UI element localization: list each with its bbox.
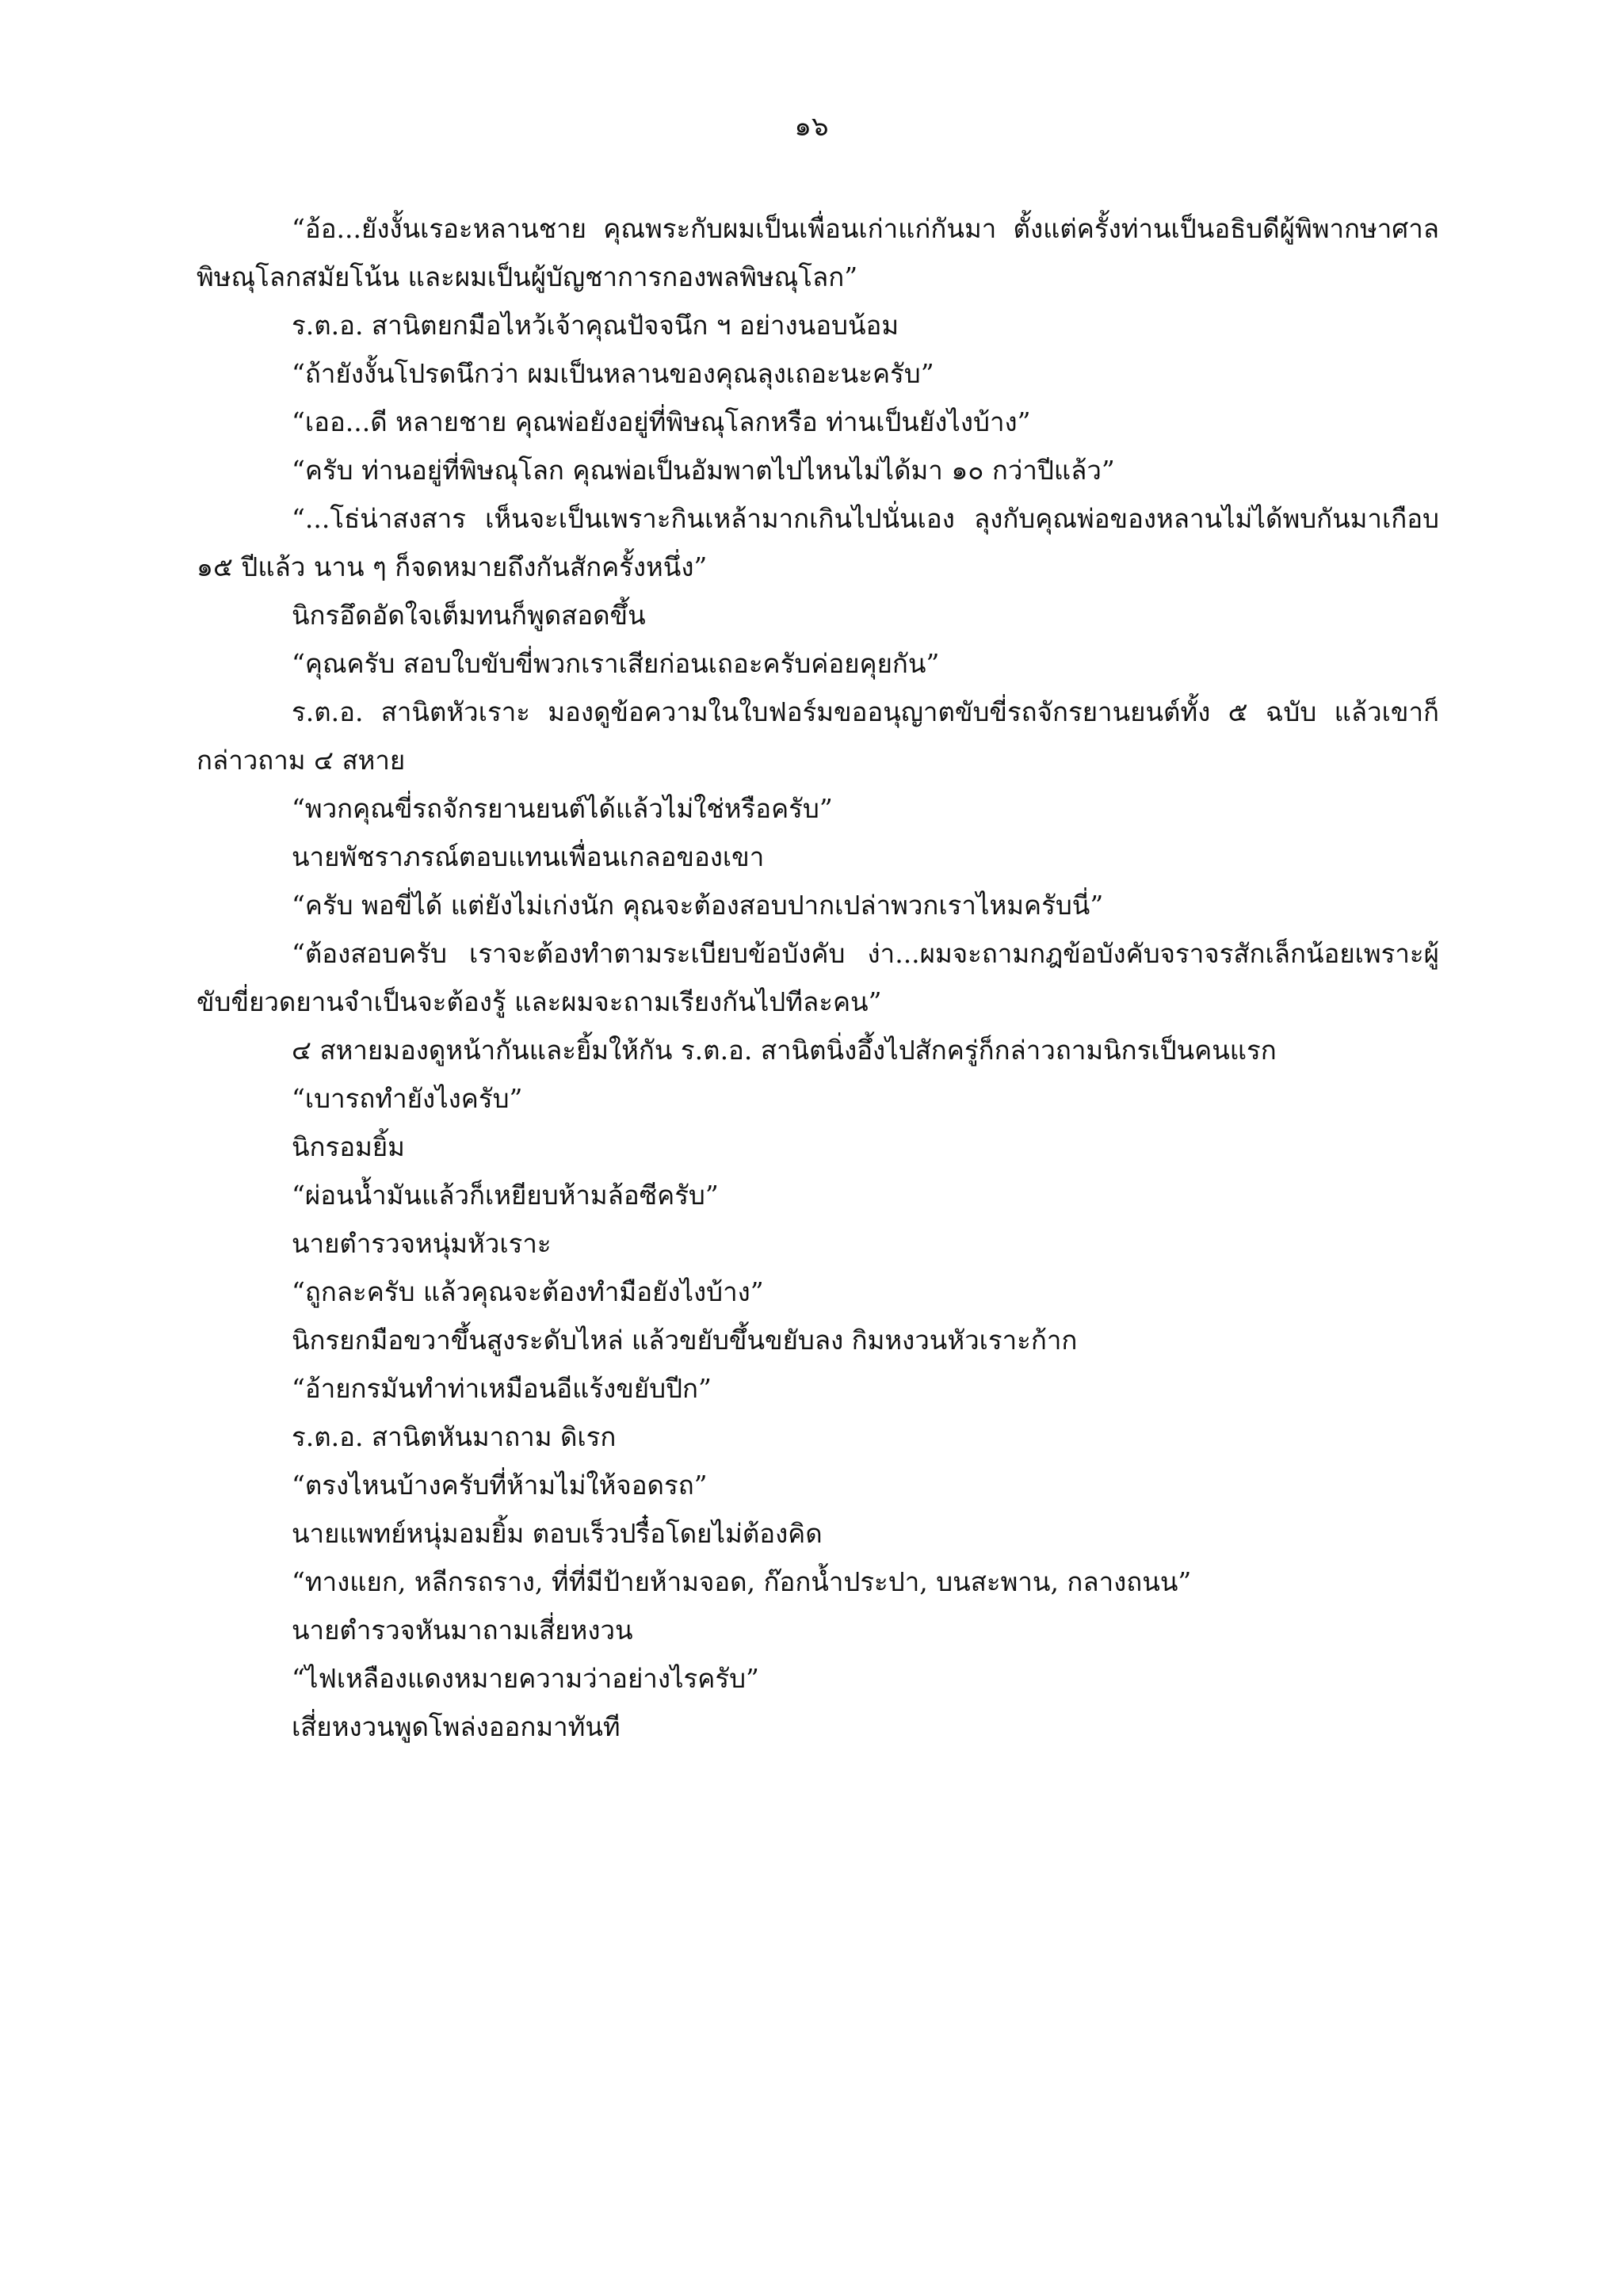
paragraph: “ไฟเหลืองแดงหมายความว่าอย่างไรครับ” (292, 1663, 759, 1694)
paragraph: “เออ...ดี หลายชาย คุณพ่อยังอยู่ที่พิษณุโลกหรือ ท่านเป็นยังไงบ้าง” (292, 406, 1031, 437)
body-text (197, 204, 1439, 1751)
paragraph: “ครับ พอขี่ได้ แต่ยังไม่เก่งนัก คุณจะต้องสอบปากเปล่าพวกเราไหมครับนี่” (292, 890, 1104, 921)
paragraph: ร.ต.อ. สานิตยกมือไหว้เจ้าคุณปัจจนึก ฯ อย่างนอบน้อม (292, 310, 899, 341)
paragraph: “ต้องสอบครับ เราจะต้องทำตามระเบียบข้อบังคับ ง่า...ผมจะถามกฎข้อบังคับจราจรสักเล็กน้อยเพราะผู้ขับขี่ยวดยานจำเป็นจะต้องรู้ และผมจะถามเรียงกันไปทีละคน” (197, 938, 1439, 1017)
paragraph: “ถูกละครับ แล้วคุณจะต้องทำมือยังไงบ้าง” (292, 1276, 764, 1307)
paragraph: ร.ต.อ. สานิตหันมาถาม ดิเรก (292, 1421, 617, 1452)
paragraph: “เบารถทำยังไงครับ” (292, 1083, 523, 1114)
paragraph: “พวกคุณขี่รถจักรยานยนต์ได้แล้วไม่ใช่หรือครับ” (292, 793, 833, 824)
paragraph: เสี่ยหงวนพูดโพล่งออกมาทันที (292, 1711, 621, 1742)
paragraph: “ครับ ท่านอยู่ที่พิษณุโลก คุณพ่อเป็นอัมพาตไปไหนไม่ได้มา ๑๐ กว่าปีแล้ว” (292, 455, 1115, 486)
paragraph: “คุณครับ สอบใบขับขี่พวกเราเสียก่อนเถอะครับค่อยคุยกัน” (292, 648, 940, 679)
paragraph: “อ้อ...ยังงั้นเรอะหลานชาย คุณพระกับผมเป็นเพื่อนเก่าแก่กันมา ตั้งแต่ครั้งท่านเป็นอธิบดีผู้พิพากษาศาลพิษณุโลกสมัยโน้น และผมเป็นผู้บัญชาการกองพลพิษณุโลก” (197, 213, 1439, 292)
paragraph: “อ้ายกรมันทำท่าเหมือนอีแร้งขยับปีก” (292, 1373, 712, 1404)
paragraph: นิกรอึดอัดใจเต็มทนก็พูดสอดขึ้น (292, 600, 646, 631)
paragraph: “ถ้ายังงั้นโปรดนึกว่า ผมเป็นหลานของคุณลุงเถอะนะครับ” (292, 358, 934, 389)
paragraph: “ผ่อนน้ำมันแล้วก็เหยียบห้ามล้อซีครับ” (292, 1180, 719, 1211)
paragraph: “ทางแยก, หลีกรถราง, ที่ที่มีป้ายห้ามจอด, ก๊อกน้ำประปา, บนสะพาน, กลางถนน” (292, 1566, 1192, 1597)
paragraph: ๔ สหายมองดูหน้ากันและยิ้มให้กัน ร.ต.อ. สานิตนิ่งอึ้งไปสักครู่ก็กล่าวถามนิกรเป็นคนแรก (292, 1035, 1277, 1066)
paragraph: นิกรยกมือขวาขึ้นสูงระดับไหล่ แล้วขยับขึ้นขยับลง กิมหงวนหัวเราะก้าก (292, 1325, 1078, 1356)
paragraph: นายพัชราภรณ์ตอบแทนเพื่อนเกลอของเขา (292, 841, 765, 872)
paragraph: ร.ต.อ. สานิตหัวเราะ มองดูข้อความในใบฟอร์มขออนุญาตขับขี่รถจักรยานยนต์ทั้ง ๕ ฉบับ แล้วเขาก็กล่าวถาม ๔ สหาย (197, 696, 1439, 776)
paragraph: นายตำรวจหนุ่มหัวเราะ (292, 1228, 552, 1259)
paragraph: นายแพทย์หนุ่มอมยิ้ม ตอบเร็วปรื๋อโดยไม่ต้องคิด (292, 1518, 823, 1549)
paragraph: “...โธ่น่าสงสาร เห็นจะเป็นเพราะกินเหล้ามากเกินไปนั่นเอง ลุงกับคุณพ่อของหลานไม่ได้พบกันมาเกือบ ๑๕ ปีแล้ว นาน ๆ ก็จดหมายถึงกันสักครั้งหนึ่ง” (197, 503, 1439, 582)
paragraph: นายตำรวจหันมาถามเสี่ยหงวน (292, 1615, 633, 1646)
paragraph: “ตรงไหนบ้างครับที่ห้ามไม่ให้จอดรถ” (292, 1470, 708, 1501)
page-number: ๑๖ (794, 111, 829, 143)
paragraph: นิกรอมยิ้ม (292, 1131, 405, 1162)
